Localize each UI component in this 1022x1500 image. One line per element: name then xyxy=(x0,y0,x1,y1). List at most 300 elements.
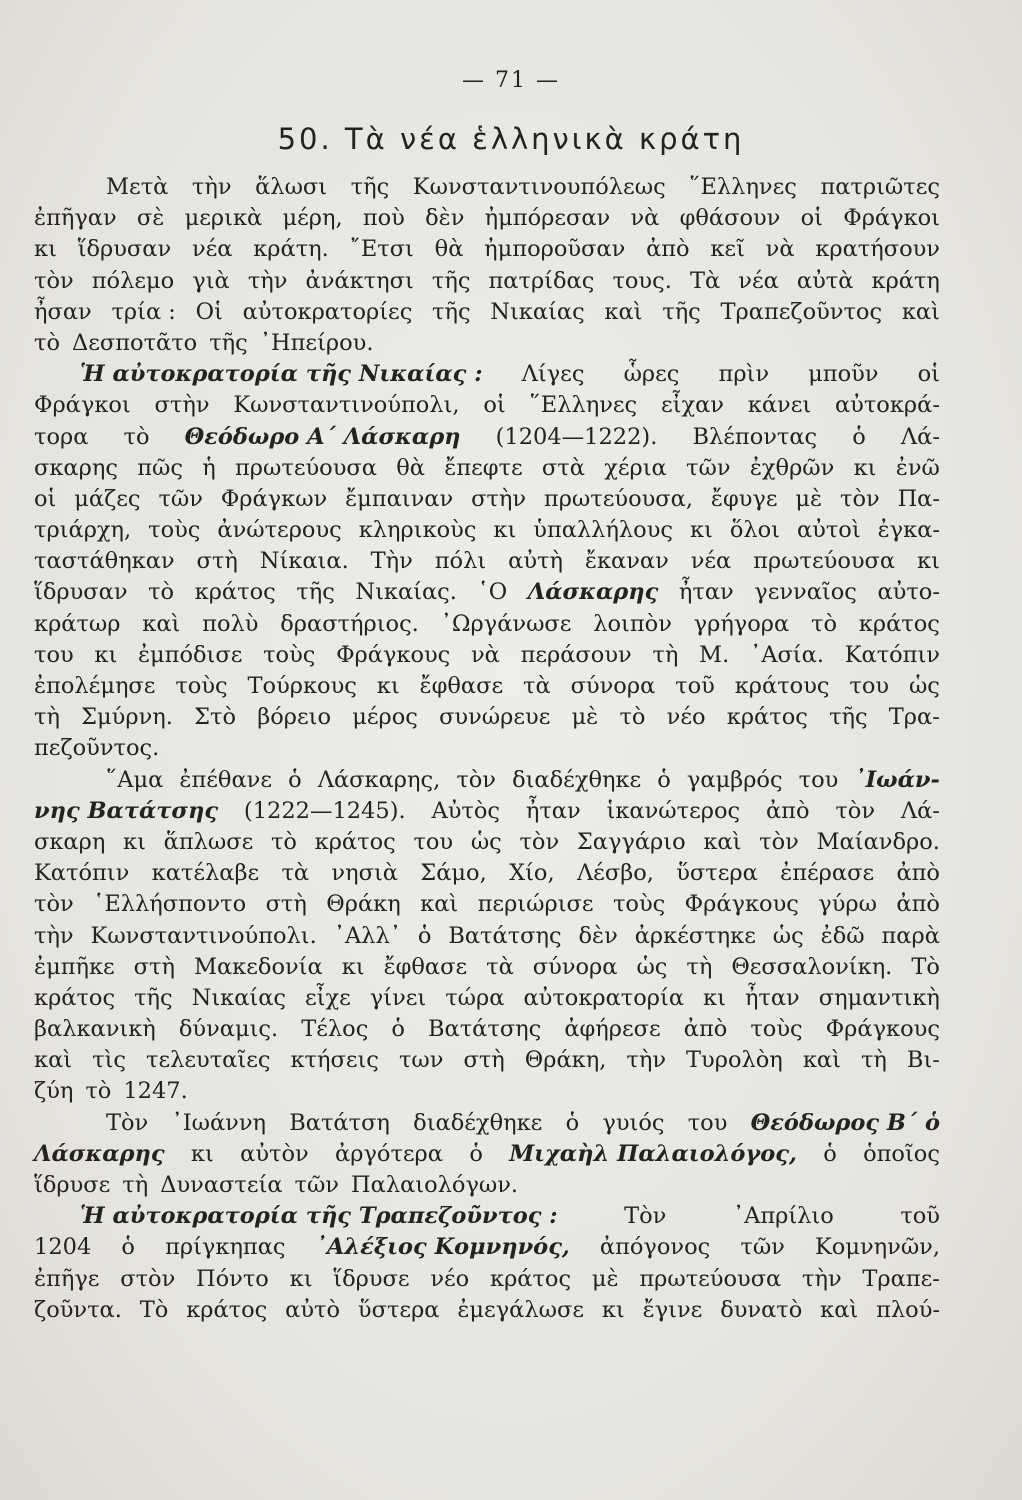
word: περάσουν xyxy=(520,641,632,668)
word: καὶ xyxy=(802,1047,841,1074)
word: κράτος xyxy=(726,704,808,731)
word: τὴν xyxy=(191,174,232,200)
word: αὐτοκρατορίες xyxy=(242,298,413,325)
word: γιὰ xyxy=(192,267,230,294)
word: στὴ xyxy=(196,548,238,575)
word: τὸ xyxy=(619,704,646,731)
word: τὸ xyxy=(148,579,175,606)
word: ὑπαλλήλους xyxy=(533,517,674,544)
word: ἱκανώτερος xyxy=(606,797,741,824)
word: Πα- xyxy=(897,485,940,512)
word: Τρα- xyxy=(888,704,940,731)
word: αὐτο- xyxy=(877,579,940,606)
word: κράτος xyxy=(858,610,940,637)
word: οἱ xyxy=(917,361,940,388)
word: μὲ xyxy=(795,485,823,512)
word: ἐπῆγε xyxy=(34,1265,100,1292)
word: τῆς xyxy=(134,984,173,1011)
word: αὐτὸν xyxy=(240,1140,309,1167)
word: ζοῦντα. xyxy=(34,1296,122,1323)
text-line xyxy=(34,546,940,577)
word: δυνατὸ xyxy=(720,1296,803,1323)
text-line xyxy=(34,921,940,952)
text-line xyxy=(34,390,940,421)
word: Κατόπιν xyxy=(34,860,130,887)
word: κι xyxy=(190,1140,214,1167)
word: κράτος xyxy=(314,828,396,855)
word: 1247. xyxy=(123,1078,188,1105)
word: φθάσουν xyxy=(679,205,781,232)
word: γύρω xyxy=(818,891,877,918)
text-line xyxy=(34,1014,940,1045)
word: Λά- xyxy=(900,797,940,824)
word: τορα xyxy=(34,423,89,450)
word: τους. xyxy=(612,267,672,294)
word: Νικαίας xyxy=(490,298,585,325)
text-line xyxy=(34,983,940,1014)
word: τῆς xyxy=(296,579,335,606)
word: Φράγκους xyxy=(825,1016,940,1043)
word: πολὺ xyxy=(202,610,259,637)
bold-phrase: Λάσκαρης xyxy=(34,1140,165,1167)
word: Τραπε- xyxy=(862,1265,940,1292)
text-line xyxy=(34,422,940,453)
word: Τὸ xyxy=(139,1296,169,1323)
word: τῆς xyxy=(829,704,868,731)
word: ἐπέθανε xyxy=(179,766,272,793)
word: τὶς xyxy=(92,1047,126,1074)
word: ἔκαναν xyxy=(584,548,669,575)
word: Θεσσαλονίκη. xyxy=(731,953,893,980)
word: τοὺς xyxy=(263,641,316,668)
word: κράτος xyxy=(34,984,116,1011)
text-line xyxy=(34,1170,940,1201)
word: Τούρκους xyxy=(247,673,357,699)
word: κράτος xyxy=(186,1296,268,1323)
word: ζύη xyxy=(34,1078,74,1105)
word: Τραπεζοῦντος xyxy=(720,298,883,325)
word: τὰ xyxy=(523,673,551,699)
word: Φράγκοι xyxy=(843,205,940,232)
word: Σμύρνη. xyxy=(81,704,173,731)
word: ᾿Αλλ᾿ xyxy=(333,922,401,949)
word: στὴν xyxy=(471,485,527,512)
word: αὐτὸ xyxy=(285,1296,341,1323)
word: πρωτεύουσα xyxy=(753,548,896,575)
word: Φράγκων xyxy=(220,485,328,512)
word: Νίκαια. xyxy=(259,548,349,575)
word: ἔγινε xyxy=(642,1296,703,1323)
word: δὲν xyxy=(578,922,618,949)
word: νέα xyxy=(191,236,233,263)
word: ὡς xyxy=(636,953,668,980)
word: Μετὰ xyxy=(106,174,169,200)
bold-phrase: νης Βατάτσης xyxy=(34,797,219,824)
word: Θράκη, xyxy=(524,1047,607,1074)
word: τῆς xyxy=(209,329,248,356)
word: κι xyxy=(689,517,713,544)
word: κράτος xyxy=(490,1265,572,1292)
word: νὰ xyxy=(765,236,795,263)
text-line xyxy=(34,1076,940,1107)
word: Νικαίας xyxy=(191,984,287,1011)
word: Δυναστεία xyxy=(160,1172,283,1198)
word: νησιὰ xyxy=(331,860,398,887)
word: τὴ xyxy=(860,1047,887,1074)
bold-phrase: ᾿Ιωάν- xyxy=(854,766,940,793)
word: Φράγκους xyxy=(684,891,799,918)
word: περιώρισε xyxy=(477,891,594,918)
word: ἵδρυσε xyxy=(333,1265,410,1292)
word: κεῖ xyxy=(710,236,745,263)
word: τὴν xyxy=(247,267,288,294)
word: τὸν xyxy=(34,891,74,918)
word: γρήγορα xyxy=(693,610,790,637)
word: τῶν xyxy=(158,485,203,512)
word: ῞Ελληνες xyxy=(529,392,638,419)
word: κι xyxy=(853,454,877,481)
word: κράτους xyxy=(734,673,830,699)
bold-phrase: Ἡ αὐτοκρατορία τῆς Τραπεζοῦντος : xyxy=(80,1203,558,1230)
word: γαμβρός xyxy=(686,766,783,793)
word: Κομνηνῶν, xyxy=(815,1234,940,1261)
word: ἐπολέμησε xyxy=(34,673,156,699)
word: σκαρη xyxy=(34,828,106,855)
word: καὶ xyxy=(820,1296,859,1323)
word: τὸν xyxy=(840,485,880,512)
text-line xyxy=(34,1201,940,1232)
word: Λάσκαρης, xyxy=(317,766,441,793)
word: Βλέποντας xyxy=(692,423,818,450)
page-number: — 71 — xyxy=(462,68,560,93)
word: μερικὰ xyxy=(184,205,263,232)
word: ὕστερα xyxy=(676,860,758,887)
body-text xyxy=(34,172,940,1326)
word: μέρη, xyxy=(282,205,343,232)
word: Λέσβο, xyxy=(576,860,654,887)
word: σημαντικὴ xyxy=(818,984,940,1011)
word: ᾿Απρίλιο xyxy=(732,1203,834,1230)
word: στὴ xyxy=(265,891,307,918)
word: τῆς xyxy=(431,267,471,294)
word: ἐγκα- xyxy=(877,517,940,544)
text-line xyxy=(34,765,940,796)
word: τριάρχη, xyxy=(34,517,132,544)
word: μὲ xyxy=(591,1265,619,1292)
word: ᾿Ιωάννη xyxy=(171,1109,266,1136)
word: ποὺ xyxy=(362,205,405,232)
text-line xyxy=(34,453,940,484)
word: Βατάτση xyxy=(289,1109,390,1136)
word: θὰ xyxy=(396,454,425,481)
word: πεζοῦντος. xyxy=(34,735,160,762)
word: Βατάτσης xyxy=(428,1016,542,1043)
word: νέο xyxy=(430,1265,470,1292)
word: ἅλωσι xyxy=(255,174,328,200)
word: τοὺς xyxy=(175,673,228,699)
word: τῶν xyxy=(740,1234,785,1261)
text-line xyxy=(34,609,940,640)
word: πρίγκηπας xyxy=(165,1234,286,1261)
word: στὴ xyxy=(133,953,175,980)
word: ᾿Ασία. xyxy=(749,641,824,668)
word: δραστήριος. xyxy=(280,610,419,637)
word: ἦταν xyxy=(744,984,800,1011)
word: τὸν xyxy=(456,766,496,793)
word: πλού- xyxy=(876,1296,940,1323)
text-line xyxy=(34,328,940,359)
word: ἦταν xyxy=(525,797,581,824)
word: κι xyxy=(376,673,400,699)
text-line xyxy=(34,297,940,328)
word: τὴ xyxy=(122,1172,149,1198)
word: ἵδρυσαν xyxy=(34,579,128,606)
word: κι xyxy=(703,984,726,1011)
word: ἐμπῆκε xyxy=(34,953,115,980)
word: αὐτὴ xyxy=(508,548,563,575)
word: μποῦν xyxy=(808,361,879,388)
word: τοῦ xyxy=(675,673,715,699)
word: καὶ xyxy=(142,610,181,637)
word: ἐπέρασε xyxy=(780,860,875,887)
word: ἔφθασε xyxy=(419,673,504,699)
word: Χίο, xyxy=(509,860,555,887)
word: καὶ xyxy=(604,298,643,325)
word: τῆς xyxy=(432,298,471,325)
word: πρωτεύουσα, xyxy=(543,485,693,512)
word: ἀπὸ xyxy=(683,1016,728,1043)
text-line xyxy=(34,234,940,265)
word: τῆς xyxy=(662,298,701,325)
word: ἀργότερα xyxy=(335,1140,443,1167)
word: εἶχε xyxy=(305,984,351,1011)
word: Βατάτσης xyxy=(448,922,562,949)
word: Φράγκους xyxy=(336,641,451,668)
word: ἐμεγάλωσε xyxy=(457,1296,584,1323)
text-line xyxy=(34,1139,940,1170)
word: νέο xyxy=(666,704,706,731)
word: Λά- xyxy=(900,423,940,450)
word: ἀπὸ xyxy=(896,891,940,918)
word: ὁ xyxy=(391,1016,405,1043)
word: στὴ xyxy=(463,1047,505,1074)
text-line xyxy=(34,484,940,515)
word: Τὸν xyxy=(106,1109,149,1136)
word: μάζες xyxy=(74,485,141,512)
word: τοὺς xyxy=(750,1016,803,1043)
word: Τέλος xyxy=(301,1016,369,1043)
word: πατρίδας xyxy=(488,267,595,294)
word: καὶ xyxy=(901,298,940,325)
bold-phrase: Ἡ αὐτοκρατορία τῆς Νικαίας : xyxy=(80,361,483,388)
word: τὸν xyxy=(759,828,799,855)
word: Σάμο, xyxy=(420,860,487,887)
word: ὡς xyxy=(470,828,502,855)
word: Σαγγάριο xyxy=(576,828,686,855)
word: τώρα xyxy=(445,984,505,1011)
word: διαδέχθηκε xyxy=(512,766,642,793)
word: τῶν xyxy=(294,1172,339,1198)
word: οἱ xyxy=(483,392,506,419)
word: τοῦ xyxy=(900,1203,940,1230)
word: ὁ xyxy=(121,1234,135,1261)
word: γυιός xyxy=(602,1109,665,1136)
word: Τὸ xyxy=(911,953,940,980)
word: ἦταν xyxy=(678,579,734,606)
word: ἡ xyxy=(202,454,216,481)
word: σκαρης xyxy=(34,454,118,481)
word: κι xyxy=(917,548,940,575)
word: κάνει xyxy=(747,392,812,419)
word: ὁ xyxy=(565,1109,580,1136)
word: του xyxy=(34,641,74,668)
word: ὁ xyxy=(657,766,671,793)
word: κράτη xyxy=(871,267,940,294)
word: βόρειο xyxy=(257,704,332,731)
word: θὰ xyxy=(434,236,464,263)
word: ἐχθρῶν xyxy=(749,454,835,481)
word: ἔφθασε xyxy=(383,953,468,980)
word: τὸ xyxy=(34,329,60,356)
word: ῾Ελλήσποντο xyxy=(93,891,247,918)
word: αὐτοὶ xyxy=(796,517,861,544)
word: αὐτοκρά- xyxy=(834,392,940,419)
word: λοιπὸν xyxy=(593,610,672,637)
word: Κατόπιν xyxy=(844,641,940,668)
word: ἀφήρεσε xyxy=(564,1016,661,1043)
word: Κωνσταντινούπολι, xyxy=(233,392,460,419)
word: ταστάθηκαν xyxy=(34,548,175,575)
word: Παλαιολόγων. xyxy=(351,1172,519,1198)
word: Μαίανδρο. xyxy=(816,828,940,855)
word: σύνορα xyxy=(532,953,618,980)
word: νέα xyxy=(690,548,732,575)
word: ὡς xyxy=(772,922,804,949)
word: ᾿Ωργάνωσε xyxy=(440,610,572,637)
word: ὁ xyxy=(288,766,302,793)
word: ἀρκέστηκε xyxy=(634,922,756,949)
word: ὁ xyxy=(823,1140,837,1167)
bold-phrase: Θεόδωρο Α΄ Λάσκαρη xyxy=(184,423,461,450)
word: Αὐτὸς xyxy=(431,797,501,824)
word: ἐμπόδισε xyxy=(137,641,243,668)
word: Λίγες xyxy=(521,361,585,388)
word: τὸ xyxy=(811,610,838,637)
word: κατέλαβε xyxy=(151,860,260,887)
word: τὴν xyxy=(626,1047,666,1074)
text-line xyxy=(34,1264,940,1295)
word: Κωνσταντινούπολι. xyxy=(90,922,317,949)
word: ῞Αμα xyxy=(106,766,164,793)
word: κράτος xyxy=(194,579,276,606)
word: συνώρευε xyxy=(439,704,551,731)
word: νὰ xyxy=(630,205,660,232)
text-line xyxy=(34,266,940,297)
word: κι xyxy=(34,236,57,263)
word: τὴν xyxy=(802,1265,842,1292)
word: νέα xyxy=(738,267,779,294)
word: ῞Ελληνες xyxy=(689,174,797,200)
word: πρὶν xyxy=(718,361,770,388)
word: κι xyxy=(289,1265,313,1292)
word: ἦσαν xyxy=(34,298,92,325)
word: στὰ xyxy=(541,454,585,481)
word: κρατήσουν xyxy=(815,236,940,263)
word: Τὸν xyxy=(624,1203,667,1230)
text-line xyxy=(34,889,940,920)
word: γίνει xyxy=(369,984,427,1011)
word: βαλκανικὴ xyxy=(34,1016,156,1043)
text-line xyxy=(34,671,940,702)
word: Τὴν xyxy=(370,548,413,575)
word: κι xyxy=(123,828,146,855)
word: τὸν xyxy=(34,267,74,294)
word: ὧρες xyxy=(623,361,680,388)
word: σὲ xyxy=(136,205,165,232)
word: στὸν xyxy=(120,1265,176,1292)
word: ἔφυγε xyxy=(710,485,778,512)
word: τὸ xyxy=(123,423,150,450)
word: ἔμπαιναν xyxy=(345,485,454,512)
word: μέρος xyxy=(352,704,418,731)
word: τὴ xyxy=(652,641,679,668)
word: κράτη. xyxy=(253,236,329,263)
word: ἵδρυσαν xyxy=(77,236,172,263)
word: Φράγκοι xyxy=(34,392,131,419)
text-line xyxy=(34,203,940,234)
word: Νικαίας. xyxy=(355,579,457,606)
word: οἱ xyxy=(800,205,823,232)
word: πρωτεύουσα xyxy=(235,454,377,481)
word: τὸ xyxy=(85,1078,112,1105)
word: του xyxy=(849,673,890,699)
word: αὐτὰ xyxy=(796,267,854,294)
word: Θράκη xyxy=(326,891,401,918)
word: Μακεδονία xyxy=(193,953,323,980)
word: κι xyxy=(341,953,365,980)
bold-phrase: Λάσκαρης xyxy=(527,579,659,606)
text-line xyxy=(34,172,940,203)
word: 1204 xyxy=(34,1234,92,1261)
word: καὶ xyxy=(34,1047,73,1074)
chapter-title: 50. Τὰ νέα ἑλληνικὰ κράτη xyxy=(277,122,745,156)
word: ἠμπόρεσαν xyxy=(484,205,611,232)
word: Βι- xyxy=(906,1047,940,1074)
text-line xyxy=(34,952,940,983)
word: ἐνῶ xyxy=(895,454,940,481)
word: ἀνάκτησι xyxy=(305,267,414,294)
word: νὰ xyxy=(470,641,500,668)
word: ἠμποροῦσαν xyxy=(484,236,626,263)
text-line xyxy=(34,577,940,608)
word: ὅλοι xyxy=(729,517,780,544)
text-line xyxy=(34,858,940,889)
word: πῶς xyxy=(137,454,183,481)
text-line xyxy=(34,1232,940,1263)
word: Μ. xyxy=(699,641,730,668)
word: ὁποῖος xyxy=(863,1140,940,1167)
text-line xyxy=(34,640,940,671)
word: πόλι xyxy=(434,548,487,575)
text-line xyxy=(34,796,940,827)
word: μὲ xyxy=(571,704,599,731)
word: παρὰ xyxy=(881,922,940,949)
text-line xyxy=(34,827,940,858)
text-line xyxy=(34,1295,940,1326)
word: τὸ xyxy=(270,828,297,855)
word: χέρια xyxy=(604,454,667,481)
word: τοὺς xyxy=(148,517,201,544)
